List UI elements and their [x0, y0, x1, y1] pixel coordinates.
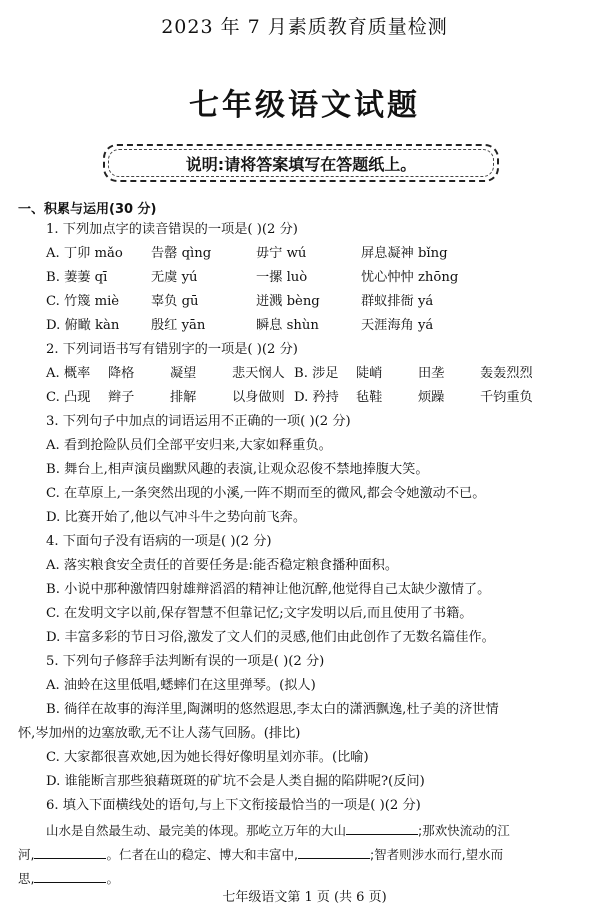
passage-text: 。	[106, 871, 119, 886]
question-4-option-d: D. 丰富多彩的节日习俗,激发了文人们的灵感,他们由此创作了无数名篇佳作。	[46, 630, 495, 645]
question-4-option-c: C. 在发明文字以前,保存智慧不但靠记忆;文字发明以后,而且使用了书籍。	[46, 606, 473, 621]
question-2-stem: 2. 下列词语书写有错别字的一项是( )(2 分)	[46, 342, 298, 357]
answer-blank[interactable]	[34, 844, 106, 859]
option-item: 陡峭	[356, 366, 383, 381]
option-item: 千钧重负	[480, 390, 533, 405]
option-item: 烦躁	[418, 390, 445, 405]
question-5-option-d: D. 谁能断言那些狼藉斑斑的矿坑不会是人类自掘的陷阱呢?(反问)	[46, 774, 425, 789]
option-item: 天涯海角 yá	[361, 318, 434, 333]
option-item: C. 凸现	[46, 390, 91, 405]
question-5-option-c: C. 大家都很喜欢她,因为她长得好像明星刘亦菲。(比喻)	[46, 750, 369, 765]
question-3-option-b: B. 舞台上,相声演员幽默风趣的表演,让观众忍俊不禁地捧腹大笑。	[46, 462, 429, 477]
answer-blank[interactable]	[346, 820, 418, 835]
option-item: 凝望	[170, 366, 197, 381]
option-item: 群蚁排衙 yá	[361, 294, 434, 309]
passage-text: 河,	[18, 847, 35, 862]
question-3-option-a: A. 看到抢险队员们全部平安归来,大家如释重负。	[46, 438, 332, 453]
option-item: 屏息凝神 bǐng	[361, 246, 448, 261]
option-item: C. 竹篾 miè	[46, 294, 120, 309]
question-1-option-d	[46, 316, 466, 336]
option-item: B. 萋萋 qī	[46, 270, 108, 285]
option-item: 田垄	[418, 366, 445, 381]
question-1-option-c	[46, 292, 466, 312]
subject-title: 七年级语文试题	[189, 88, 420, 123]
passage-text: 。仁者在山的稳定、博大和丰富中,	[106, 847, 298, 862]
option-item: 辫子	[108, 390, 135, 405]
passage-text: ;那欢快流动的江	[418, 823, 510, 838]
option-item: 迸溅 bèng	[256, 294, 320, 309]
question-5-option-b-line2: 怀,岑加州的边塞放歌,无不让人荡气回肠。(排比)	[18, 726, 301, 741]
option-item: 以身做则	[232, 390, 285, 405]
notice-box	[103, 144, 499, 182]
question-4-option-b: B. 小说中那种激情四射雄辩滔滔的精神让他沉醉,他觉得自己太缺少激情了。	[46, 582, 491, 597]
question-1-option-b	[46, 268, 466, 288]
section-title: 一、积累与运用(30 分)	[18, 202, 157, 217]
option-item: 轰轰烈烈	[480, 366, 533, 381]
question-2-options-cd	[46, 388, 542, 408]
question-2-options-ab	[46, 364, 542, 384]
option-item: D. 俯瞰 kàn	[46, 318, 120, 333]
option-item: 一摞 luò	[256, 270, 308, 285]
option-item: 告罄 qìng	[151, 246, 212, 261]
option-item: 毡鞋	[356, 390, 383, 405]
answer-blank[interactable]	[298, 844, 370, 859]
question-1-option-a	[46, 244, 466, 264]
option-item: 排解	[170, 390, 197, 405]
question-5-option-b-line1: B. 徜徉在故事的海洋里,陶渊明的悠然遐思,李太白的潇洒飘逸,杜子美的济世情	[46, 702, 499, 717]
page-footer: 七年级语文第 1 页 (共 6 页)	[222, 890, 387, 905]
passage-text: 思,	[18, 871, 35, 886]
question-5-option-a: A. 油蛉在这里低唱,蟋蟀们在这里弹琴。(拟人)	[46, 678, 316, 693]
question-4-stem: 4. 下面句子没有语病的一项是( )(2 分)	[46, 534, 272, 549]
option-item: D. 矜持	[294, 390, 339, 405]
question-4-option-a: A. 落实粮食安全责任的首要任务是:能否稳定粮食播种面积。	[46, 558, 399, 573]
option-item: 悲天悯人	[232, 366, 285, 381]
answer-blank[interactable]	[34, 868, 106, 883]
passage-line-1	[46, 820, 510, 841]
question-6-stem: 6. 填入下面横线处的语句,与上下文衔接最恰当的一项是( )(2 分)	[46, 798, 421, 813]
option-item: 毋宁 wú	[256, 246, 307, 261]
option-item: 辜负 gū	[151, 294, 199, 309]
option-item: 无虞 yú	[151, 270, 198, 285]
exam-title: 2023 年 7 月素质教育质量检测	[161, 16, 448, 38]
passage-text: 山水是自然最生动、最完美的体现。那屹立万年的大山	[46, 823, 347, 838]
option-item: A. 丁卯 mǎo	[46, 246, 123, 261]
option-item: 瞬息 shùn	[256, 318, 319, 333]
option-item: A. 概率	[46, 366, 91, 381]
passage-line-2	[18, 844, 503, 865]
option-item: 降格	[108, 366, 135, 381]
question-3-stem: 3. 下列句子中加点的词语运用不正确的一项( )(2 分)	[46, 414, 351, 429]
option-item: 殷红 yān	[151, 318, 206, 333]
option-item: 忧心忡忡 zhōng	[361, 270, 459, 285]
notice-text: 说明:请将答案填写在答题纸上。	[185, 154, 417, 174]
question-3-option-c: C. 在草原上,一条突然出现的小溪,一阵不期而至的微风,都会令她激动不已。	[46, 486, 486, 501]
option-item: B. 涉足	[294, 366, 339, 381]
passage-text: ;智者则涉水而行,望水而	[369, 847, 504, 862]
question-1-stem: 1. 下列加点字的读音错误的一项是( )(2 分)	[46, 222, 298, 237]
question-3-option-d: D. 比赛开始了,他以气冲斗牛之势向前飞奔。	[46, 510, 307, 525]
question-5-stem: 5. 下列句子修辞手法判断有误的一项是( )(2 分)	[46, 654, 325, 669]
